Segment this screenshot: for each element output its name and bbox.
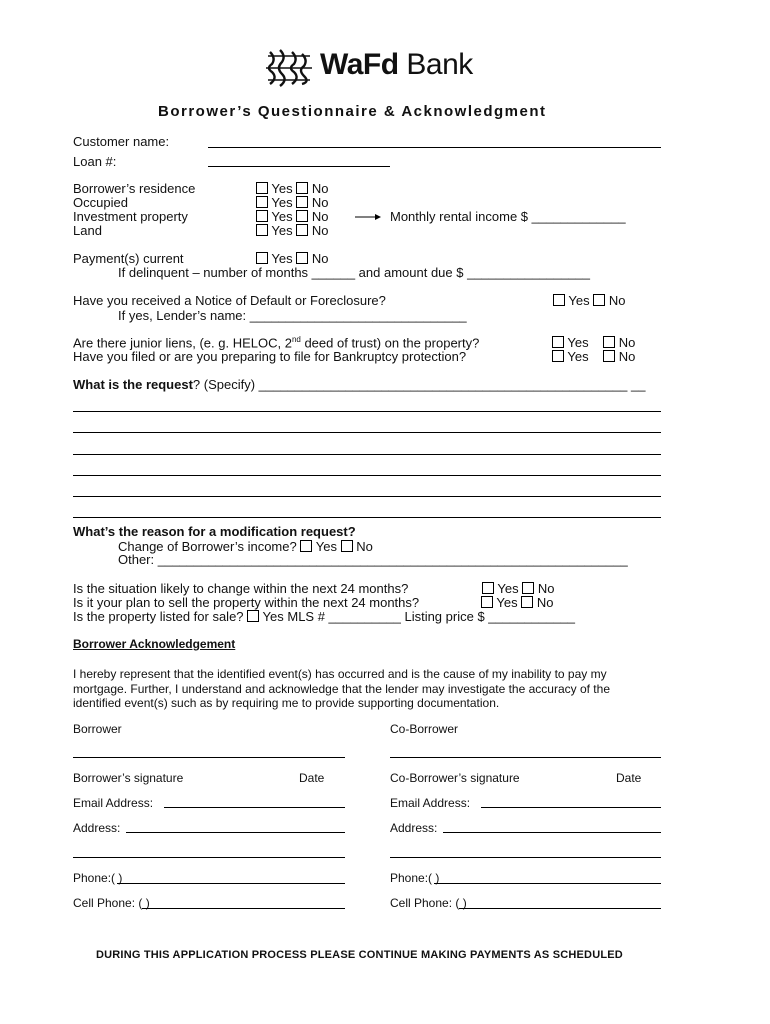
residence-row-3: Yes No (256, 223, 328, 238)
borrower-address-line-2[interactable] (73, 857, 345, 858)
no-checkbox[interactable] (603, 350, 615, 362)
no-checkbox[interactable] (296, 182, 308, 194)
acknowledgement-line-2: identified event(s) such as by requiring me to provide supporting documentation. (73, 696, 500, 710)
default-question: Have you received a Notice of Default or Foreclosure? (73, 293, 386, 308)
arrow-right-icon (355, 212, 381, 222)
listed-yes-checkbox[interactable] (247, 610, 259, 622)
request-line-4[interactable] (73, 475, 661, 476)
co-borrower-email-label: Email Address: (390, 796, 471, 810)
monthly-rental-income: Monthly rental income $ _____________ (390, 209, 626, 224)
no-checkbox[interactable] (603, 336, 615, 348)
borrower-address-field[interactable] (126, 832, 345, 833)
residence-label-1: Occupied (73, 195, 128, 210)
no-checkbox[interactable] (296, 210, 308, 222)
borrower-signature-label: Borrower’s signature (73, 771, 184, 785)
situation-q2-row: Yes No (481, 595, 553, 610)
borrower-label: Borrower (73, 722, 122, 736)
co-borrower-address-field[interactable] (443, 832, 661, 833)
no-checkbox[interactable] (296, 252, 308, 264)
yes-checkbox[interactable] (482, 582, 494, 594)
acknowledgement-line-0: I hereby represent that the identified event(s) has occurred and is the cause of my inability to pay my (73, 667, 607, 681)
borrower-address-label: Address: (73, 821, 121, 835)
co-borrower-cell-field[interactable] (459, 908, 661, 909)
request-line-1[interactable] (73, 411, 661, 412)
no-checkbox[interactable] (593, 294, 605, 306)
borrower-cell-field[interactable] (142, 908, 345, 909)
lender-name-line: If yes, Lender’s name: ______________________________ (118, 308, 467, 323)
bankruptcy-question: Have you filed or are you preparing to file for Bankruptcy protection? (73, 349, 467, 364)
situation-q1-row: Yes No (482, 581, 554, 596)
request-line-6[interactable] (73, 517, 661, 518)
yes-checkbox[interactable] (256, 252, 268, 264)
default-row: Yes No (553, 293, 625, 308)
request-line-5[interactable] (73, 496, 661, 497)
no-checkbox[interactable] (296, 224, 308, 236)
yes-checkbox[interactable] (552, 336, 564, 348)
payments-row: Yes No (256, 251, 328, 266)
liens-row: Yes No (552, 335, 635, 350)
yes-checkbox[interactable] (256, 182, 268, 194)
logo-wordmark: WaFd Bank (320, 48, 473, 81)
customer-name-field[interactable] (208, 147, 661, 148)
customer-name-label: Customer name: (73, 134, 170, 149)
no-checkbox[interactable] (522, 582, 534, 594)
borrower-email-label: Email Address: (73, 796, 154, 810)
payment-reminder-footer: DURING THIS APPLICATION PROCESS PLEASE CONTINUE MAKING PAYMENTS AS SCHEDULED (96, 949, 623, 961)
residence-label-3: Land (73, 223, 102, 238)
no-checkbox[interactable] (296, 196, 308, 208)
yes-checkbox[interactable] (300, 540, 312, 552)
acknowledgement-line-1: mortgage. Further, I understand and acknowledge that the lender may investigate the accuracy of the (73, 682, 610, 696)
residence-row-2: Yes No (256, 209, 328, 224)
situation-q1: Is the situation likely to change within the next 24 months? (73, 581, 409, 596)
situation-q3-row: Is the property listed for sale? Yes MLS # __________ Listing price $ ____________ (73, 609, 576, 624)
no-checkbox[interactable] (341, 540, 353, 552)
residence-label-0: Borrower’s residence (73, 181, 196, 196)
co-borrower-cell-label: Cell Phone: ( ) (390, 896, 467, 910)
residence-row-0: Yes No (256, 181, 328, 196)
yes-checkbox[interactable] (553, 294, 565, 306)
co-borrower-phone-field[interactable] (434, 883, 661, 884)
yes-checkbox[interactable] (256, 224, 268, 236)
co-borrower-address-line-2[interactable] (390, 857, 661, 858)
co-borrower-date-label: Date (616, 771, 642, 785)
loan-number-label: Loan #: (73, 154, 117, 169)
yes-checkbox[interactable] (481, 596, 493, 608)
borrower-email-field[interactable] (164, 807, 345, 808)
co-borrower-name-line[interactable] (390, 757, 661, 758)
delinquent-line: If delinquent – number of months ______ and amount due $ _________________ (118, 265, 590, 280)
borrower-phone-label: Phone:( ) (73, 871, 123, 885)
residence-label-2: Investment property (73, 209, 188, 224)
junior-liens-question: Are there junior liens, (e. g. HELOC, 2nd deed of trust) on the property? (73, 335, 480, 351)
no-checkbox[interactable] (521, 596, 533, 608)
borrower-name-line[interactable] (73, 757, 345, 758)
borrower-cell-label: Cell Phone: ( ) (73, 896, 150, 910)
co-borrower-signature-label: Co-Borrower’s signature (390, 771, 520, 785)
page-title: Borrower’s Questionnaire & Acknowledgment (158, 103, 547, 120)
reason-other: Other: _________________________________________________________________ (118, 552, 628, 567)
wafd-emblem-icon (262, 48, 316, 88)
yes-checkbox[interactable] (256, 196, 268, 208)
borrower-date-label: Date (299, 771, 325, 785)
co-borrower-address-label: Address: (390, 821, 438, 835)
bankruptcy-row: Yes No (552, 349, 635, 364)
acknowledgement-heading: Borrower Acknowledgement (73, 637, 236, 651)
request-line-2[interactable] (73, 432, 661, 433)
request-label: What is the request? (Specify) ___________________________________________________ __ (73, 377, 646, 392)
yes-checkbox[interactable] (552, 350, 564, 362)
co-borrower-phone-label: Phone:( ) (390, 871, 440, 885)
loan-number-field[interactable] (208, 166, 390, 167)
request-line-3[interactable] (73, 454, 661, 455)
co-borrower-email-field[interactable] (481, 807, 661, 808)
payments-current-label: Payment(s) current (73, 251, 184, 266)
borrower-phone-field[interactable] (117, 883, 345, 884)
residence-row-1: Yes No (256, 195, 328, 210)
yes-checkbox[interactable] (256, 210, 268, 222)
situation-q2: Is it your plan to sell the property within the next 24 months? (73, 595, 420, 610)
co-borrower-label: Co-Borrower (390, 722, 459, 736)
reason-heading: What’s the reason for a modification request? (73, 524, 356, 539)
income-change-row: Change of Borrower’s income? Yes No (118, 539, 373, 554)
